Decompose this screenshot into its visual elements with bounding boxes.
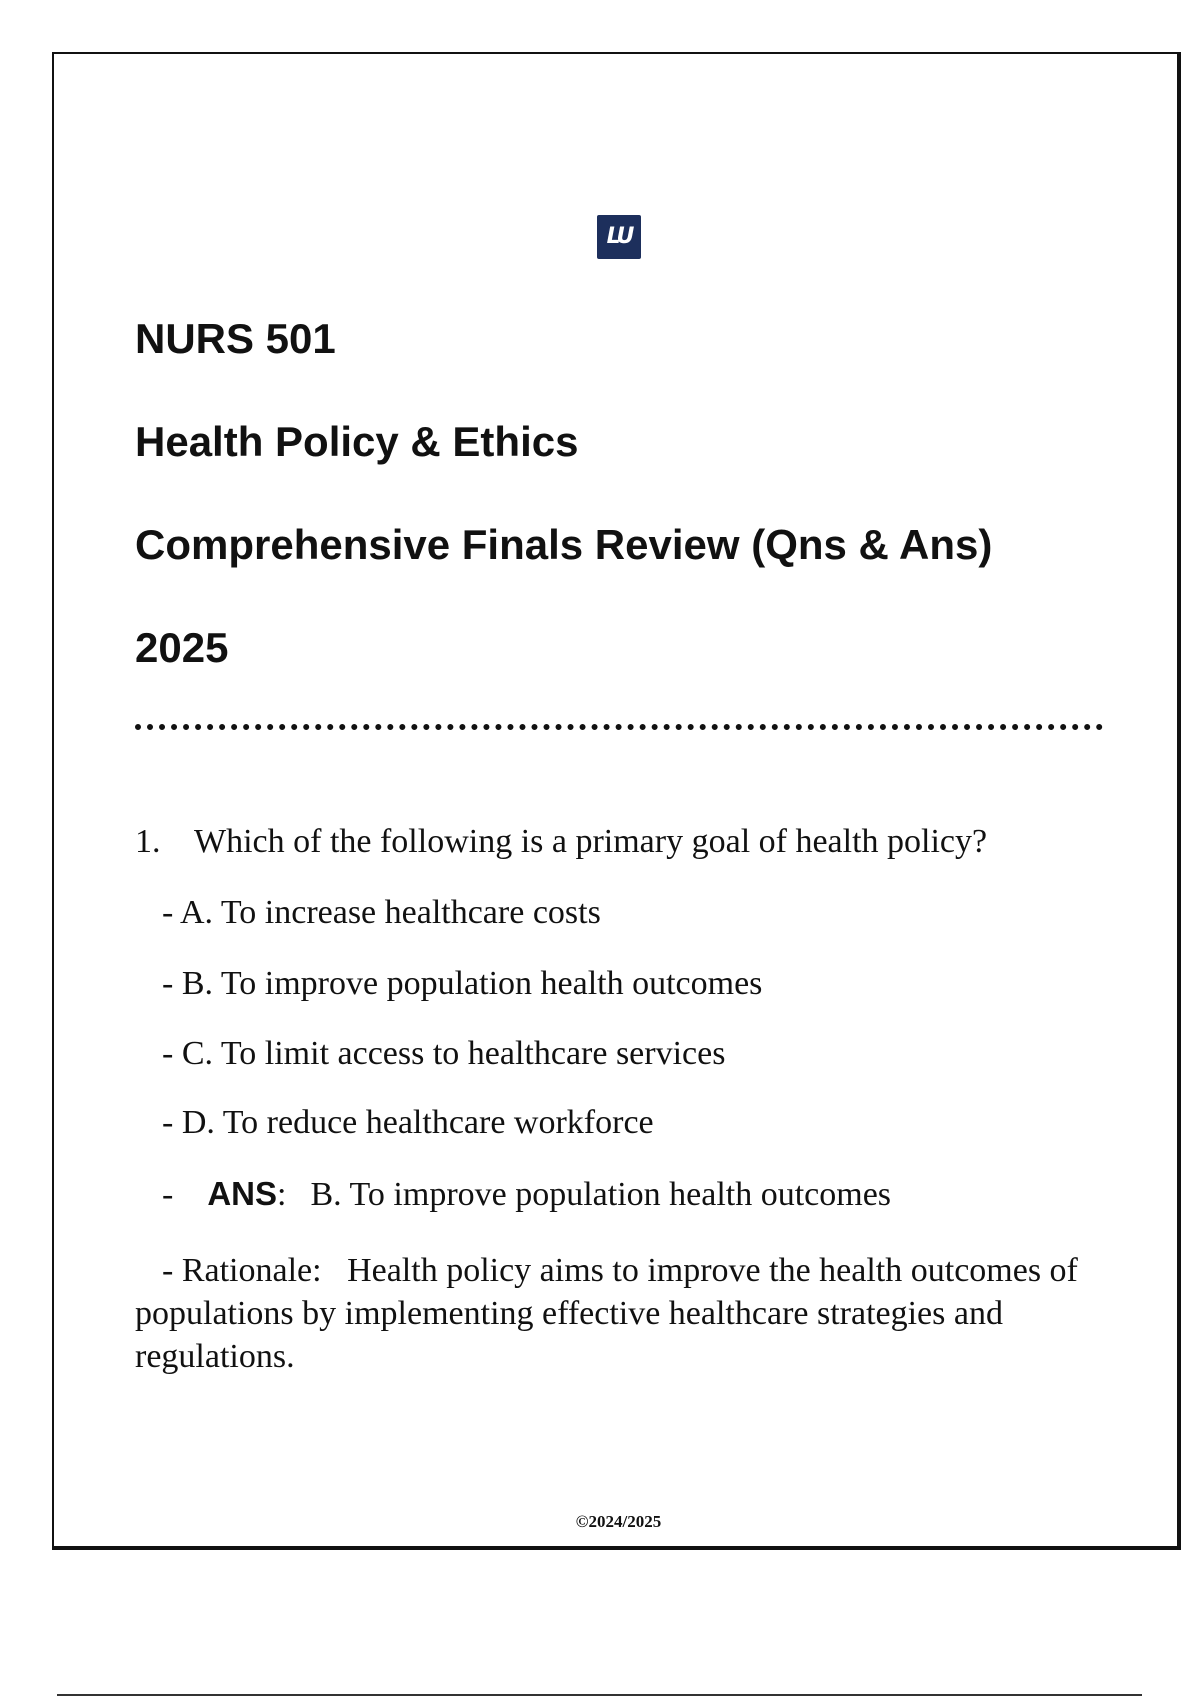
review-title: Comprehensive Finals Review (Qns & Ans) [135, 521, 993, 568]
rationale-text: Health policy aims to improve the health outcomes of populations by implementing effective healthcare strategies and regulations. [135, 1252, 1078, 1375]
dotted-divider [135, 724, 1103, 730]
logo-text: LU [606, 224, 632, 249]
answer-label: ANS [207, 1175, 278, 1212]
rationale-label: - Rationale: [162, 1252, 322, 1289]
course-subject: Health Policy & Ethics [135, 418, 579, 465]
bottom-divider [57, 1694, 1142, 1696]
question-text: Which of the following is a primary goal of health policy? [194, 823, 988, 860]
option-d: - D. To reduce healthcare workforce [162, 1104, 654, 1141]
review-year: 2025 [135, 624, 229, 671]
option-b: - B. To improve population health outcomes [162, 965, 763, 1002]
answer-dash: - [162, 1176, 174, 1213]
question-number: 1. [135, 823, 161, 860]
answer-colon: : [277, 1176, 287, 1213]
option-c: - C. To limit access to healthcare services [162, 1035, 726, 1072]
option-a: - A. To increase healthcare costs [162, 894, 601, 931]
answer-line [162, 1177, 891, 1212]
university-logo [597, 215, 641, 259]
course-code: NURS 501 [135, 315, 336, 362]
copyright-footer: ©2024/2025 [575, 1512, 662, 1531]
answer-text: B. To improve population health outcomes [310, 1176, 892, 1213]
rationale [135, 1249, 1095, 1378]
question-line [135, 825, 987, 859]
